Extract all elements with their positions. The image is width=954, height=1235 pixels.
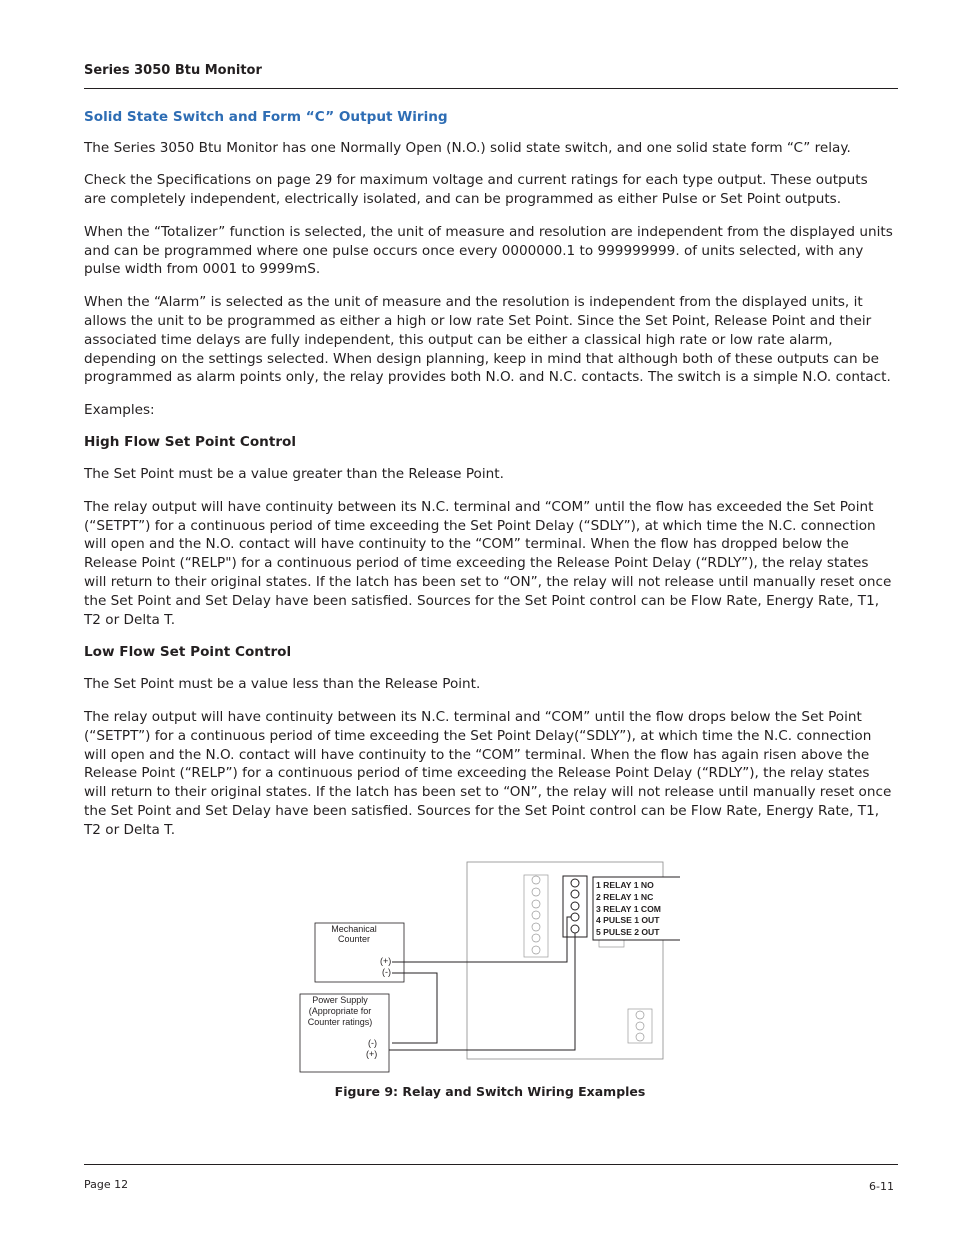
figure-caption: Figure 9: Relay and Switch Wiring Examples [334, 1084, 646, 1099]
header-rule [84, 88, 898, 89]
unused-terminal-holes [532, 876, 540, 954]
low-flow-heading: Low Flow Set Point Control [84, 644, 292, 661]
paragraph-specifications: Check the Specifications on page 29 for maximum voltage and current ratings for each type output. These outputs are completely independent, electrically isolated, and can be programmed as either Pulse or Set Point outputs. [84, 172, 868, 208]
supply-minus-terminal: (-) [368, 1038, 377, 1048]
terminal-label-2: 2 RELAY 1 NC [596, 892, 654, 902]
supply-label-line-1: Power Supply [312, 995, 368, 1005]
connector-bracket [599, 940, 624, 947]
unused-terminal-block [524, 875, 548, 957]
high-flow-description: The relay output will have continuity between its N.C. terminal and “COM” until the flow has exceeded the Set Point (“SETPT”) for a continuous period of time exceeding the Set Point Delay (“SDLY”), at which time the N.C. connection will open and the N.O. contact will have continuity to the “COM” terminal. When the flow has dropped below the Release Point (“RELP") for a continuous period of time exceeding the Release Point Delay (“RDLY”), the relay states will return to their original states. If the latch has been set to “ON”, the relay will not release until manually reset once the Set Point and Set Delay have been satisfied. Sources for the Set Point control can be Flow Rate, Energy Rate, T1, T2 or Delta T. [84, 498, 892, 629]
document-header: Series 3050 Btu Monitor [84, 63, 262, 78]
terminal-label-5: 5 PULSE 2 OUT [596, 927, 660, 937]
terminal-label-1: 1 RELAY 1 NO [596, 880, 654, 890]
wire-supply-plus-to-pulse-out [389, 933, 575, 1050]
wiring-diagram [290, 855, 680, 1085]
supply-label-line-3: Counter ratings) [307, 1017, 373, 1027]
counter-label-line-1: Mechanical [331, 924, 377, 934]
low-flow-description: The relay output will have continuity between its N.C. terminal and “COM” until the flow drops below the Set Point (“SETPT”) for a continuous period of time exceeding the Set Point Delay(“SDLY”), at which time the N.C. connection will open and the N.O. contact will have continuity to the “COM” terminal. When the flow has again risen above the Release Point (“RELP”) for a continuous period of time exceeding the Release Point Delay (“RDLY”), the relay states will return to their original states. If the latch has been set to “ON”, the relay will not release until manually reset once the Set Point and Set Delay have been satisfied. Sources for the Set Point control can be Flow Rate, Energy Rate, T1, T2 or Delta T. [84, 708, 892, 839]
wire-counter-minus-to-supply-minus [392, 973, 437, 1043]
auxiliary-terminal-holes [636, 1011, 644, 1041]
high-flow-heading: High Flow Set Point Control [84, 434, 297, 451]
footer-rule [84, 1164, 898, 1165]
counter-plus-terminal: (+) [380, 956, 392, 966]
supply-plus-terminal: (+) [366, 1049, 378, 1059]
auxiliary-terminal-block [628, 1009, 652, 1043]
document-code: 6-11 [869, 1180, 894, 1193]
wire-counter-plus-to-pulse-out [392, 917, 571, 962]
wiring-diagram-svg [290, 855, 680, 1085]
page-number: Page 12 [84, 1178, 129, 1191]
supply-label-line-2: (Appropriate for [308, 1006, 372, 1016]
terminal-label-4: 4 PULSE 1 OUT [596, 915, 660, 925]
counter-label-line-2: Counter [337, 934, 371, 944]
high-flow-rule: The Set Point must be a value greater than the Release Point. [84, 466, 504, 483]
counter-minus-terminal: (-) [382, 967, 391, 977]
page-body [84, 108, 894, 854]
paragraph-intro: The Series 3050 Btu Monitor has one Normally Open (N.O.) solid state switch, and one solid state form “C” relay. [84, 139, 851, 156]
paragraph-examples: Examples: [84, 401, 155, 418]
section-heading: Solid State Switch and Form “C” Output Wiring [84, 109, 448, 125]
terminal-label-3: 3 RELAY 1 COM [596, 904, 661, 914]
wiring-lines [389, 917, 575, 1050]
paragraph-totalizer: When the “Totalizer” function is selected, the unit of measure and resolution are independent from the displayed units and can be programmed where one pulse occurs once every 0000000.1 to 999999999. of units selected, with any pulse width from 0001 to 9999mS. [84, 223, 893, 278]
paragraph-alarm: When the “Alarm” is selected as the unit of measure and the resolution is independent from the displayed units, it allows the unit to be programmed as either a high or low rate Set Point. Since the Set Point, Release Point and their associated time delays are fully independent, this output can be either a classical high rate or low rate alarm, depending on the settings selected. When design planning, keep in mind that although both of these outputs can be programmed as alarm points only, the relay provides both N.O. and N.C. contacts. The switch is a simple N.O. contact. [84, 293, 891, 386]
low-flow-rule: The Set Point must be a value less than the Release Point. [84, 676, 481, 693]
relay-terminal-holes [571, 879, 579, 933]
